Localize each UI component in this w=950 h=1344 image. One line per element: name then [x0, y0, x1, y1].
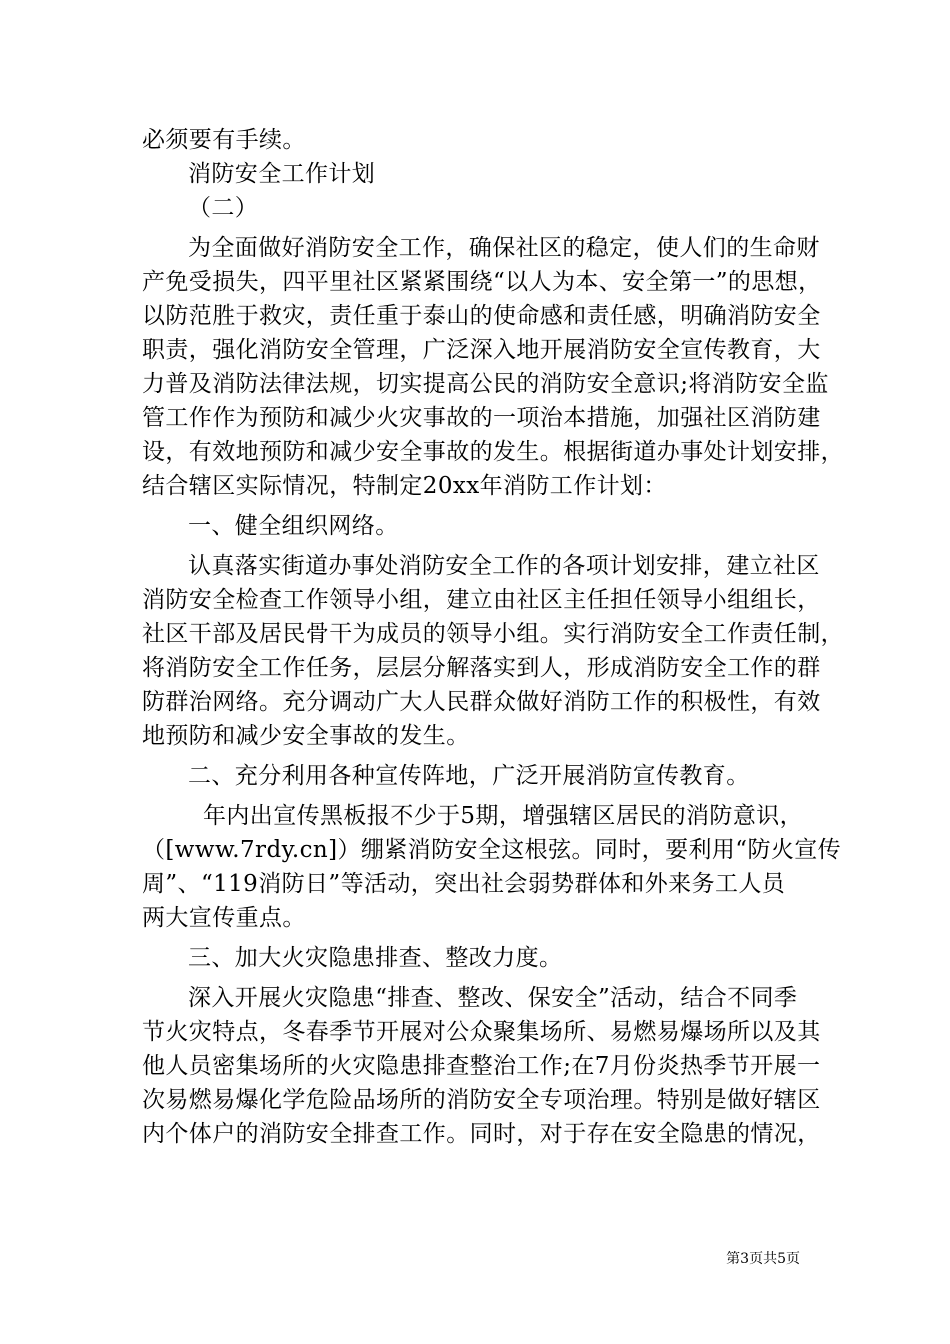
text-line: 节火灾特点，冬春季节开展对公众聚集场所、易燃易爆场所以及其	[142, 1019, 821, 1045]
text-line: 次易燃易爆化学危险品场所的消防安全专项治理。特别是做好辖区	[142, 1087, 821, 1113]
text-line: 年内出宣传黑板报不少于5期，增强辖区居民的消防意识，	[203, 803, 804, 829]
text-line: 结合辖区实际情况，特制定20xx年消防工作计划：	[142, 473, 667, 499]
text-line: 周”、“119消防日”等活动，突出社会弱势群体和外来务工人员	[142, 871, 786, 897]
text-line: 两大宣传重点。	[142, 905, 306, 931]
text-line: （[www.7rdy.cn]）绷紧消防安全这根弦。同时，要利用“防火宣传	[142, 837, 842, 863]
text-line: 必须要有手续。	[142, 127, 306, 153]
text-line: 社区干部及居民骨干为成员的领导小组。实行消防安全工作责任制，	[142, 621, 844, 647]
heading-2: 二、充分利用各种宣传阵地，广泛开展消防宣传教育。	[188, 763, 750, 789]
text-line: 防群治网络。充分调动广大人民群众做好消防工作的积极性，有效	[142, 689, 821, 715]
text-line: 认真落实街道办事处消防安全工作的各项计划安排，建立社区	[188, 553, 820, 579]
text-line: 他人员密集场所的火灾隐患排查整治工作;在7月份炎热季节开展一	[142, 1053, 821, 1079]
text-line: 以防范胜于救灾，责任重于泰山的使命感和责任感，明确消防安全	[142, 303, 821, 329]
text-line: 力普及消防法律法规，切实提高公民的消防安全意识;将消防安全监	[142, 371, 829, 397]
text-line: 地预防和减少安全事故的发生。	[142, 723, 470, 749]
text-line: 职责，强化消防安全管理，广泛深入地开展消防安全宣传教育，大	[142, 337, 821, 363]
text-line: 将消防安全工作任务，层层分解落实到人，形成消防安全工作的群	[142, 655, 821, 681]
text-line: 管工作作为预防和减少火灾事故的一项治本措施，加强社区消防建	[142, 405, 821, 431]
page-number: 第3页共5页	[726, 1251, 800, 1267]
heading-3: 三、加大火灾隐患排查、整改力度。	[188, 945, 563, 971]
text-line: 消防安全检查工作领导小组，建立由社区主任担任领导小组组长，	[142, 587, 821, 613]
text-line: 为全面做好消防安全工作，确保社区的稳定，使人们的生命财	[188, 235, 820, 261]
section-title: 消防安全工作计划	[188, 161, 376, 187]
section-subtitle: （二）	[188, 195, 259, 221]
text-line: 设，有效地预防和减少安全事故的发生。根据街道办事处计划安排，	[142, 439, 844, 465]
heading-1: 一、健全组织网络。	[188, 513, 399, 539]
text-line: 内个体户的消防安全排查工作。同时，对于存在安全隐患的情况，	[142, 1121, 821, 1147]
text-line: 深入开展火灾隐患“排查、整改、保安全”活动，结合不同季	[188, 985, 798, 1011]
text-line: 产免受损失，四平里社区紧紧围绕“以人为本、安全第一”的思想，	[142, 269, 822, 295]
